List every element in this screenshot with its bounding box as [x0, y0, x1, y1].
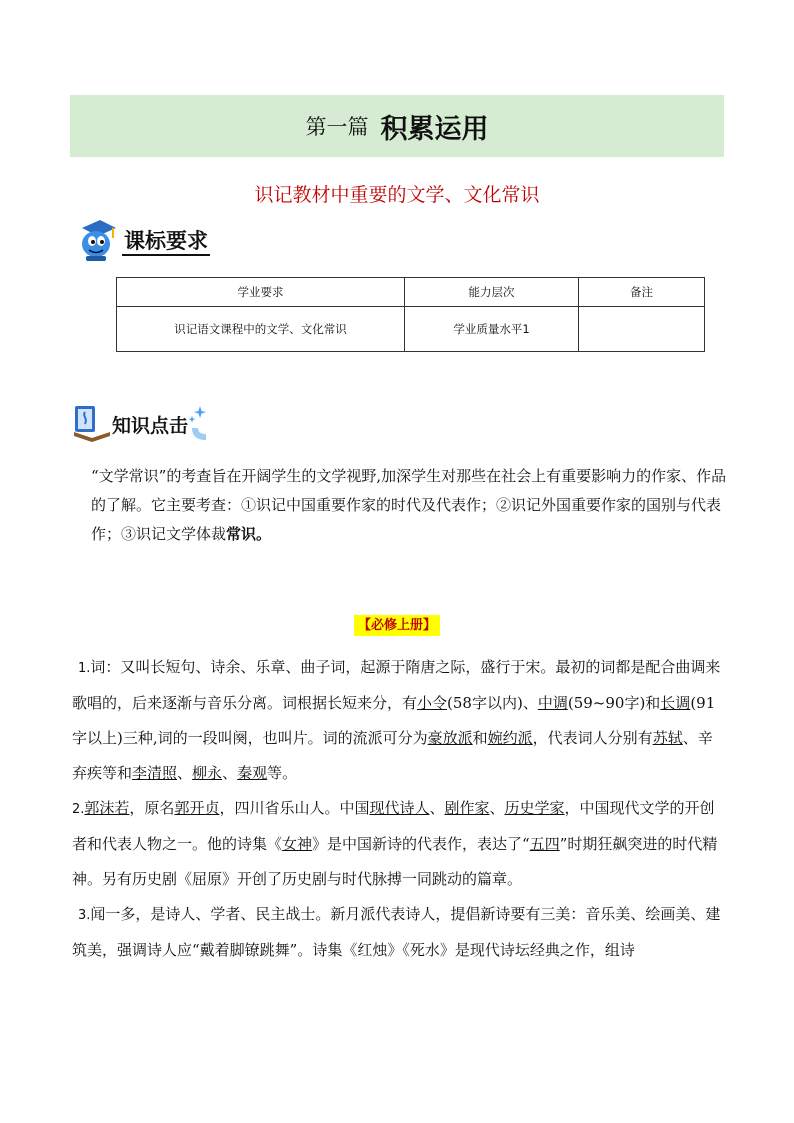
text-segment: 、	[177, 764, 193, 782]
entry-1	[72, 650, 724, 791]
underlined-term: 李清照	[132, 764, 178, 782]
text-segment: (58字以内)、	[447, 694, 538, 712]
section-knowledge-title: 知识点击	[112, 415, 189, 437]
text-segment: 和	[472, 729, 488, 747]
text-segment: 》是中国新诗的代表作，表达了“	[312, 835, 530, 853]
underlined-term: 中调	[537, 694, 568, 712]
underlined-term: 女神	[282, 835, 313, 853]
chapter-banner	[70, 95, 724, 157]
underlined-term: 现代诗人	[369, 799, 430, 817]
underlined-term: 豪放派	[427, 729, 473, 747]
mascot-icon	[74, 216, 118, 262]
table-row	[117, 307, 705, 352]
text-segment: ”时期狂飙突进的时代精神。另有历史剧《屈原》开创了历史剧与时代脉搏一同跳动的篇章。	[72, 835, 718, 888]
underlined-term: 柳永	[192, 764, 223, 782]
intro-text: “文学常识”的考查旨在开阔学生的文学视野,加深学生对那些在社会上有重要影响力的作家、作品的了解。它主要考查：①识记中国重要作家的时代及代表作；②识记外国重要作家的国别与代表作；③识记文学体裁	[91, 467, 727, 543]
text-segment: ，中国现代文学的开创者和代表人物之一。他的诗集《	[72, 799, 715, 853]
text-segment: 、辛弃疾等和	[72, 729, 713, 782]
underlined-term: 郭沫若	[84, 799, 130, 817]
text-segment: 、	[222, 764, 238, 782]
table-header: 能力层次	[405, 278, 579, 307]
table-cell	[579, 307, 705, 352]
entry-number: 2.	[72, 802, 85, 817]
text-segment: ，代表词人分别有	[532, 729, 653, 747]
section-knowledge-header	[72, 402, 210, 442]
text-segment: ，原名	[129, 799, 175, 817]
text-segment: 等。	[267, 764, 298, 782]
underlined-term: 苏轼	[652, 729, 683, 747]
underlined-term: 五四	[529, 835, 560, 853]
intro-bold: 常识。	[226, 525, 272, 543]
text-segment: 词：又叫长短句、诗余、乐章、曲子词，起源于隋唐之际，盛行于宋。最初的词都是配合曲调来歌唱的，后来逐渐与音乐分离。词根据长短来分，有	[72, 658, 721, 712]
section-curriculum-header	[74, 216, 210, 262]
table-header: 学业要求	[117, 278, 405, 307]
text-segment: (59~90字)和	[567, 694, 661, 712]
underlined-term: 婉约派	[487, 729, 533, 747]
text-segment: ，四川省乐山人。中国	[219, 799, 370, 817]
section-curriculum-title: 课标要求	[122, 228, 210, 256]
underlined-term: 秦观	[237, 764, 268, 782]
table-cell: 识记语文课程中的文学、文化常识	[117, 307, 405, 352]
underlined-term: 小令	[417, 694, 448, 712]
entry-number: 1.	[78, 661, 91, 676]
content-body	[72, 650, 724, 968]
underlined-term: 剧作家	[444, 799, 490, 817]
text-segment: (91字以上)三种,词的一段叫阕，也叫片。词的流派可分为	[72, 694, 716, 747]
text-segment: 闻一多，是诗人、学者、民主战士。新月派代表诗人，提倡新诗要有三美：音乐美、绘画美、建筑美，强调诗人应“戴着脚镣跳舞”。诗集《红烛》《死水》是现代诗坛经典之作，组诗	[72, 905, 721, 959]
textbook-tag-wrap	[0, 614, 794, 633]
underlined-term: 历史学家	[504, 799, 565, 817]
chapter-title: 积累运用	[380, 113, 489, 145]
page-subtitle: 识记教材中重要的文学、文化常识	[254, 184, 540, 206]
sparkle-icon	[188, 404, 210, 442]
text-segment: 、	[489, 799, 505, 817]
table-header-row	[117, 278, 705, 307]
entry-number: 3.	[78, 908, 91, 923]
intro-paragraph	[91, 462, 731, 549]
book-icon	[72, 402, 112, 442]
underlined-term: 郭开贞	[174, 799, 220, 817]
entry-3	[72, 897, 724, 968]
underlined-term: 长调	[660, 694, 691, 712]
textbook-tag: 【必修上册】	[354, 615, 440, 636]
text-segment: 、	[429, 799, 445, 817]
entry-2	[72, 791, 724, 897]
requirements-table	[116, 277, 705, 352]
table-cell: 学业质量水平1	[405, 307, 579, 352]
table-header: 备注	[579, 278, 705, 307]
chapter-part: 第一篇	[305, 115, 369, 139]
